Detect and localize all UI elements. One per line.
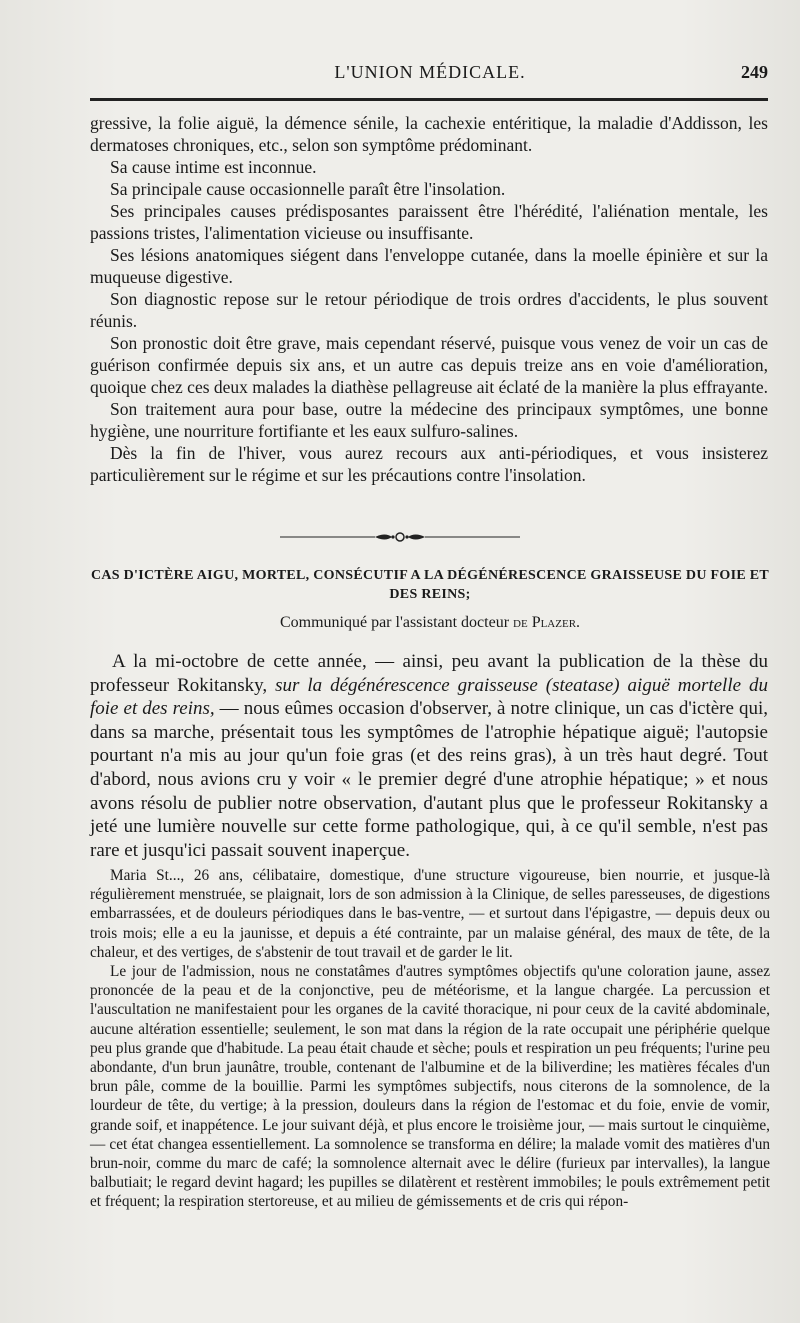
intro-paragraph: gressive, la folie aiguë, la démence sénile, la cachexie entéritique, la maladie d'Addisson, les dermatoses chroniques, etc., selon son symptôme prédominant.: [90, 113, 768, 155]
lead-text-b: — nous eûmes occasion d'observer, à notre clinique, un cas d'ictère qui, dans sa marche, présentait tous les symptômes de l'atrophie hépatique aiguë; l'autopsie pourtant n'a mis au jour qu'un foie gras (et des reins gras), à un très haut degré. Tout d'abord, nous avions cru y voir « le premier degré d'une atrophie hépatique; » et nous avons résolu de publier notre observation, d'autant plus que le professeur Rokitansky a jeté une lumière nouvelle sur cette forme pathologique, qui, à ce qu'il semble, n'est pas rare et jusqu'ici passait souvent inaperçue.: [90, 698, 768, 861]
intro-paragraph: Ses lésions anatomiques siégent dans l'enveloppe cutanée, dans la moelle épinière et sur la muqueuse digestive.: [90, 245, 768, 287]
intro-paragraph: Dès la fin de l'hiver, vous aurez recours aux anti-périodiques, et vous insisterez particulièrement sur le régime et sur les précautions contre l'insolation.: [90, 443, 768, 485]
intro-paragraph: Sa cause intime est inconnue.: [110, 157, 317, 177]
intro-text: [90, 112, 768, 486]
case-paragraph: Maria St..., 26 ans, célibataire, domestique, d'une structure vigoureuse, bien nourrie, et jusque-là régulièrement menstruée, se plaignait, lors de son admission à la Clinique, de selles paresseuses, de digestions embarrassées, et de douleurs périodiques dans le bas-ventre, — et surtout dans l'épigastre, — depuis deux ou trois mois; elle a eu la jaunisse, et depuis a été contrainte, par un malaise général, des maux de tête, de la chaleur, et des vertiges, de s'abstenir de tout travail et de garder le lit.: [90, 867, 770, 961]
section-divider-ornament: [280, 528, 520, 546]
byline-author: de Plazer.: [513, 614, 581, 631]
case-paragraph: Le jour de l'admission, nous ne constatâmes d'autres symptômes objectifs qu'une coloration jaune, assez prononcée de la peau et de la conjonctive, peu de météorisme, et la langue chargée. La percussion et l'auscultation ne manifestaient pour les organes de la cavité thoracique, ni pour ceux de la cavité abdominale, aucune altération essentielle; seulement, le son mat dans la région de la rate occupait une périphérie quelque peu plus grande que d'habitude. La peau était chaude et sèche; pouls et respiration un peu fréquents; l'urine peu abondante, d'un brun jaunâtre, trouble, contenant de l'albumine et de la biliverdine; les matières fécales d'un brun pâle, comme de la bouillie. Parmi les symptômes subjectifs, nous citerons de la somnolence, de la lourdeur de tête, du vertige; à la pression, douleurs dans la région de l'estomac et du foie, envie de vomir, grande soif, et inappétence. Le jour suivant déjà, et plus encore le troisième jour, — mais surtout le cinquième, — cet état changea essentiellement. La somnolence se transforma en délire; la malade vomit des matières d'un brun-noir, comme du marc de café; la somnolence alternait avec le délire (furieux par intervalles), la langue balbutiait; le regard devint hagard; les pupilles se dilatèrent et restèrent immobiles; le pouls extrêmement petit et fréquent; la respiration stertoreuse, et au milieu de gémissements et de cris qui répon-: [90, 963, 770, 1211]
journal-title: L'UNION MÉDICALE.: [334, 62, 526, 82]
header-rule: [90, 98, 768, 101]
article-lead: [90, 650, 768, 862]
lead-italic-title: sur la dégénérescence graisseuse (steatase) aiguë mortelle du foie et des reins,: [90, 674, 768, 720]
lead-paragraph: [90, 650, 768, 862]
intro-paragraph: Sa principale cause occasionnelle paraît être l'insolation.: [110, 179, 506, 199]
page-number: 249: [741, 62, 768, 82]
running-header: [90, 62, 770, 88]
intro-paragraph: Ses principales causes prédisposantes paraissent être l'hérédité, l'aliénation mentale, les passions tristes, l'alimentation vicieuse ou insuffisante.: [90, 201, 768, 243]
case-report: [90, 866, 770, 1212]
intro-paragraph: Son diagnostic repose sur le retour périodique de trois ordres d'accidents, le plus souvent réunis.: [90, 289, 768, 331]
article-title: CAS D'ICTÈRE AIGU, MORTEL, CONSÉCUTIF A LA DÉGÉNÉRESCENCE GRAISSEUSE DU FOIE ET DES REINS;: [90, 568, 770, 602]
byline-prefix: Communiqué par l'assistant docteur: [279, 614, 510, 631]
lead-text-a: A la mi-octobre de cette année, — ainsi, peu avant la publication de la thèse du professeur Rokitansky,: [90, 651, 768, 696]
article-byline: [90, 614, 770, 632]
intro-paragraph: Son traitement aura pour base, outre la médecine des principaux symptômes, une bonne hygiène, une nourriture fortifiante et les eaux sulfuro-salines.: [90, 399, 768, 441]
intro-paragraph: Son pronostic doit être grave, mais cependant réservé, puisque vous venez de voir un cas de guérison confirmée depuis six ans, et un autre cas depuis treize ans en voie d'amélioration, quoique chez ces deux malades la diathèse pellagreuse ait éclaté de la manière la plus effrayante.: [90, 333, 768, 397]
